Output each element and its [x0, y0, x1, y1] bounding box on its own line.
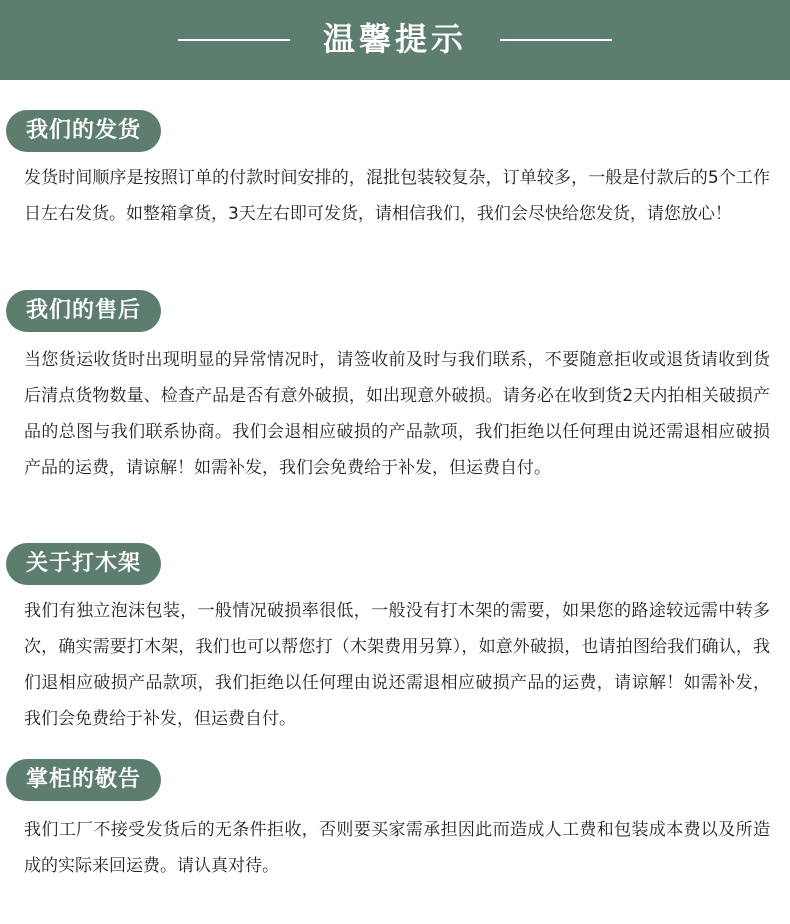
section-text-notice: 我们工厂不接受发货后的无条件拒收，否则要买家需承担因此而造成人工费和包装成本费以及所造成的实际来回运费。请认真对待。 [24, 820, 770, 876]
section-text-shipping: 发货时间顺序是按照订单的付款时间安排的，混批包装较复杂，订单较多，一般是付款后的5个工作日左右发货。如整箱拿货，3天左右即可发货，请相信我们，我们会尽快给您发货，请您放心！ [24, 168, 770, 224]
header-right-divider [500, 39, 612, 41]
header-banner [0, 0, 790, 80]
section-text-wooden-frame: 我们有独立泡沫包装，一般情况破损率很低，一般没有打木架的需要，如果您的路途较远需中转多次，确实需要打木架，我们也可以帮您打（木架费用另算），如意外破损，也请拍图给我们确认，我们退相应破损产品款项，我们拒绝以任何理由说还需退相应破损产品的运费，请谅解！如需补发，我们会免费给于补发，但运费自付。 [24, 601, 770, 729]
section-heading-after-sales: 我们的售后 [6, 290, 161, 332]
page-title: 温馨提示 [322, 20, 467, 58]
section-heading-notice: 掌柜的敬告 [6, 759, 161, 801]
section-heading-shipping: 我们的发货 [6, 110, 161, 152]
section-text-after-sales: 当您货运收货时出现明显的异常情况时，请签收前及时与我们联系，不要随意拒收或退货请收到货后清点货物数量、检查产品是否有意外破损，如出现意外破损。请务必在收到货2天内拍相关破损产品的总图与我们联系协商。我们会退相应破损的产品款项，我们拒绝以任何理由说还需退相应破损产品的运费，请谅解！如需补发，我们会免费给于补发，但运费自付。 [24, 350, 770, 478]
section-heading-wooden-frame: 关于打木架 [6, 543, 161, 585]
header-left-divider [178, 39, 290, 41]
